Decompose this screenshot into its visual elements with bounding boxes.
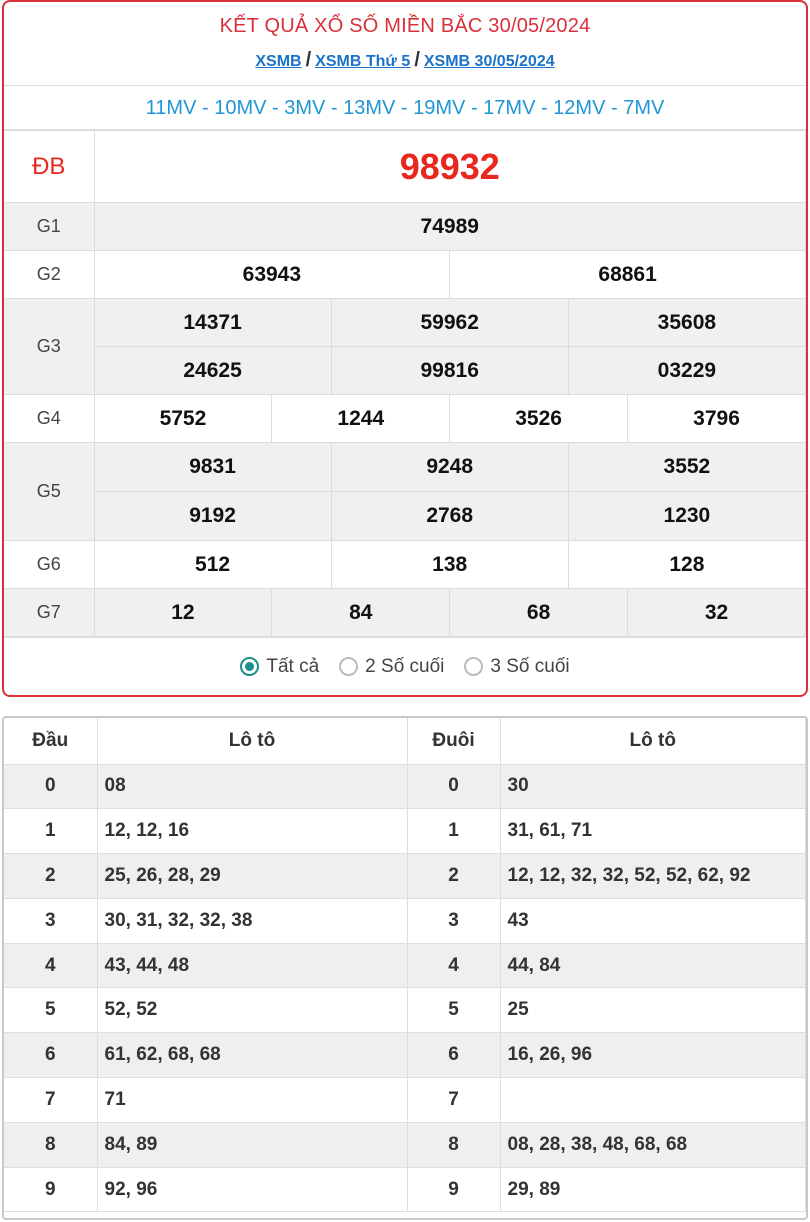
dau-loto-values: 61, 62, 68, 68 xyxy=(97,1033,407,1078)
result-header xyxy=(4,2,806,86)
prize-value: 32 xyxy=(628,589,806,637)
duoi-digit: 4 xyxy=(407,943,500,988)
prize-row-g1 xyxy=(4,203,806,251)
radio-checked-icon[interactable] xyxy=(240,657,259,676)
breadcrumb-separator: / xyxy=(305,49,312,71)
prize-value: 2768 xyxy=(331,492,568,541)
column-header-dau: Đầu xyxy=(4,718,97,764)
prize-label: G1 xyxy=(4,203,94,251)
dau-digit: 3 xyxy=(4,898,97,943)
prize-value: 84 xyxy=(272,589,450,637)
duoi-digit: 9 xyxy=(407,1167,500,1212)
table-row xyxy=(4,1167,806,1212)
table-row xyxy=(4,809,806,854)
prize-row-g4 xyxy=(4,395,806,443)
table-row xyxy=(4,943,806,988)
prize-label: ĐB xyxy=(4,131,94,203)
table-row xyxy=(4,898,806,943)
prize-value: 24625 xyxy=(94,347,331,395)
prize-value: 1244 xyxy=(272,395,450,443)
prize-value: 5752 xyxy=(94,395,272,443)
page-title: KẾT QUẢ XỔ SỐ MIỀN BẮC 30/05/2024 xyxy=(219,15,591,37)
prize-value: 9248 xyxy=(331,443,568,492)
prize-value: 9831 xyxy=(94,443,331,492)
breadcrumb-link-xsmb-thu-5[interactable]: XSMB Thứ 5 xyxy=(315,53,411,70)
dau-loto-values: 08 xyxy=(97,764,407,809)
prize-table xyxy=(4,130,806,637)
loto-card xyxy=(2,716,808,1220)
dau-digit: 6 xyxy=(4,1033,97,1078)
duoi-loto-values: 29, 89 xyxy=(500,1167,806,1212)
column-header-duoi: Đuôi xyxy=(407,718,500,764)
duoi-digit: 2 xyxy=(407,854,500,899)
duoi-loto-values: 44, 84 xyxy=(500,943,806,988)
dau-digit: 5 xyxy=(4,988,97,1033)
prize-value: 512 xyxy=(94,541,331,589)
loto-body xyxy=(4,764,806,1212)
duoi-digit: 1 xyxy=(407,809,500,854)
dau-loto-values: 52, 52 xyxy=(97,988,407,1033)
prize-label: G4 xyxy=(4,395,94,443)
prize-row-g3 xyxy=(4,299,806,347)
prize-value: 68 xyxy=(450,589,628,637)
filter-option-last-3[interactable] xyxy=(464,656,569,678)
duoi-digit: 5 xyxy=(407,988,500,1033)
duoi-loto-values: 25 xyxy=(500,988,806,1033)
prize-row-g5 xyxy=(4,492,806,541)
radio-unchecked-icon[interactable] xyxy=(464,657,483,676)
digit-filter xyxy=(4,637,806,695)
prize-label: G6 xyxy=(4,541,94,589)
duoi-loto-values: 43 xyxy=(500,898,806,943)
radio-unchecked-icon[interactable] xyxy=(339,657,358,676)
prize-row-db xyxy=(4,131,806,203)
special-prize-value: 98932 xyxy=(94,131,806,203)
duoi-loto-values: 16, 26, 96 xyxy=(500,1033,806,1078)
breadcrumb-separator: / xyxy=(414,49,420,71)
dau-digit: 2 xyxy=(4,854,97,899)
duoi-loto-values: 12, 12, 32, 32, 52, 52, 62, 92 xyxy=(500,854,806,899)
dau-loto-values: 92, 96 xyxy=(97,1167,407,1212)
breadcrumb xyxy=(4,49,806,72)
prize-label: G7 xyxy=(4,589,94,637)
table-row xyxy=(4,1078,806,1123)
dau-digit: 7 xyxy=(4,1078,97,1123)
prize-row-g2 xyxy=(4,251,806,299)
prize-label: G3 xyxy=(4,299,94,395)
table-row xyxy=(4,988,806,1033)
prize-value: 3552 xyxy=(568,443,805,492)
filter-option-all[interactable] xyxy=(240,656,319,678)
table-row xyxy=(4,764,806,809)
prize-value: 3526 xyxy=(450,395,628,443)
table-row xyxy=(4,854,806,899)
duoi-digit: 8 xyxy=(407,1122,500,1167)
prize-value: 9192 xyxy=(94,492,331,541)
result-card xyxy=(2,0,808,697)
duoi-loto-values: 31, 61, 71 xyxy=(500,809,806,854)
prize-value: 3796 xyxy=(628,395,806,443)
prize-row-g3 xyxy=(4,347,806,395)
duoi-loto-values xyxy=(500,1078,806,1123)
dau-loto-values: 71 xyxy=(97,1078,407,1123)
prize-value: 12 xyxy=(94,589,272,637)
duoi-loto-values: 30 xyxy=(500,764,806,809)
dau-loto-values: 84, 89 xyxy=(97,1122,407,1167)
dau-digit: 1 xyxy=(4,809,97,854)
dau-digit: 9 xyxy=(4,1167,97,1212)
prize-value: 59962 xyxy=(331,299,568,347)
dau-loto-values: 30, 31, 32, 32, 38 xyxy=(97,898,407,943)
dau-loto-values: 12, 12, 16 xyxy=(97,809,407,854)
table-row xyxy=(4,1033,806,1078)
prize-label: G2 xyxy=(4,251,94,299)
filter-option-label: 3 Số cuối xyxy=(490,655,570,677)
prize-value: 99816 xyxy=(331,347,568,395)
loto-header-row xyxy=(4,718,806,764)
duoi-digit: 7 xyxy=(407,1078,500,1123)
column-header-loto: Lô tô xyxy=(500,718,806,764)
breadcrumb-link-xsmb-date[interactable]: XSMB 30/05/2024 xyxy=(423,53,555,70)
prize-value: 74989 xyxy=(94,203,806,251)
prize-value: 1230 xyxy=(568,492,805,541)
prize-value: 63943 xyxy=(94,251,450,299)
breadcrumb-link-xsmb[interactable]: XSMB xyxy=(255,53,302,70)
prize-row-g6 xyxy=(4,541,806,589)
prize-value: 03229 xyxy=(568,347,805,395)
prize-value: 35608 xyxy=(568,299,805,347)
dau-loto-values: 25, 26, 28, 29 xyxy=(97,854,407,899)
prize-label: G5 xyxy=(4,443,94,541)
filter-option-last-2[interactable] xyxy=(339,656,444,678)
prize-value: 138 xyxy=(331,541,568,589)
prize-value: 14371 xyxy=(94,299,331,347)
prize-value: 68861 xyxy=(450,251,806,299)
duoi-digit: 0 xyxy=(407,764,500,809)
prize-row-g5 xyxy=(4,443,806,492)
duoi-digit: 6 xyxy=(407,1033,500,1078)
duoi-digit: 3 xyxy=(407,898,500,943)
prize-row-g7 xyxy=(4,589,806,637)
duoi-loto-values: 08, 28, 38, 48, 68, 68 xyxy=(500,1122,806,1167)
dau-digit: 0 xyxy=(4,764,97,809)
dau-loto-values: 43, 44, 48 xyxy=(97,943,407,988)
filter-option-label: Tất cả xyxy=(266,655,320,677)
dau-digit: 8 xyxy=(4,1122,97,1167)
filter-option-label: 2 Số cuối xyxy=(365,655,445,677)
prize-value: 128 xyxy=(568,541,805,589)
dau-digit: 4 xyxy=(4,943,97,988)
loto-table xyxy=(4,718,806,1212)
table-row xyxy=(4,1122,806,1167)
column-header-loto: Lô tô xyxy=(97,718,407,764)
draw-codes: 11MV - 10MV - 3MV - 13MV - 19MV - 17MV - 12MV - 7MV xyxy=(4,86,806,130)
